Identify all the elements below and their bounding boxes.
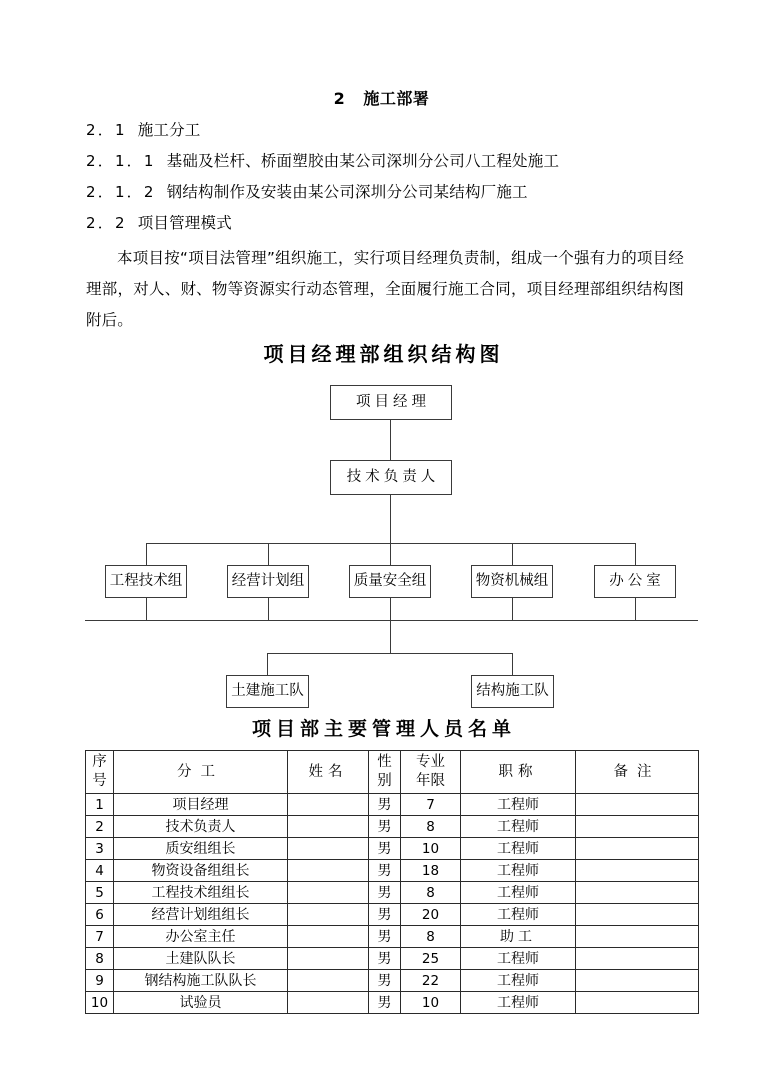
- page-title-text: 施工部署: [363, 89, 430, 108]
- orgbox-civil-construction-team-label: 土建施工队: [231, 683, 304, 700]
- cell-years: 25: [401, 948, 461, 970]
- cell-note: [576, 992, 699, 1014]
- col-header-note-label: 备注: [613, 764, 661, 780]
- col-header-job-title: [461, 751, 576, 794]
- orgbox-quality-safety-group-label: 质量安全组: [353, 573, 427, 590]
- cell-duty: 经营计划组组长: [114, 904, 288, 926]
- connector-stub-dept-4: [512, 598, 513, 620]
- cell-name: [288, 816, 369, 838]
- connector-drop-team-1: [267, 653, 268, 675]
- cell-sex: 男: [369, 992, 401, 1014]
- table-row: [86, 992, 699, 1014]
- cell-duty: 办公室主任: [114, 926, 288, 948]
- cell-sex: 男: [369, 882, 401, 904]
- connector-bus-to-team-bus: [390, 620, 391, 653]
- table-row: [86, 926, 699, 948]
- cell-name: [288, 926, 369, 948]
- page-title-number: 2: [333, 89, 346, 108]
- cell-duty: 钢结构施工队队长: [114, 970, 288, 992]
- orgbox-quality-safety-group[interactable]: [349, 565, 431, 598]
- cell-sex: 男: [369, 970, 401, 992]
- orgbox-engineering-tech-group[interactable]: [105, 565, 187, 598]
- cell-name: [288, 904, 369, 926]
- cell-job-title: 工程师: [461, 882, 576, 904]
- orgbox-business-plan-group-label: 经营计划组: [231, 573, 305, 590]
- cell-sex: 男: [369, 794, 401, 816]
- cell-years: 8: [401, 882, 461, 904]
- cell-seq: 9: [86, 970, 114, 992]
- cell-job-title: [461, 926, 576, 948]
- cell-sex: 男: [369, 948, 401, 970]
- orgbox-engineering-tech-group-label: 工程技术组: [109, 573, 183, 590]
- cell-note: [576, 794, 699, 816]
- cell-job-title: 工程师: [461, 860, 576, 882]
- staff-table: [85, 750, 699, 1014]
- cell-job-title: 工程师: [461, 948, 576, 970]
- table-row: [86, 904, 699, 926]
- table-header-row: [86, 751, 699, 794]
- cell-years: 8: [401, 926, 461, 948]
- col-header-years-line2: 年限: [416, 773, 445, 789]
- col-header-seq: [86, 751, 114, 794]
- cell-name: [288, 860, 369, 882]
- cell-seq: 7: [86, 926, 114, 948]
- col-header-seq-line1: 序: [92, 754, 107, 770]
- cell-duty: 质安组组长: [114, 838, 288, 860]
- cell-seq: 1: [86, 794, 114, 816]
- cell-sex: 男: [369, 904, 401, 926]
- col-header-name-label: 姓名: [308, 764, 348, 780]
- cell-duty: 物资设备组组长: [114, 860, 288, 882]
- cell-job-title: 工程师: [461, 838, 576, 860]
- cell-name: [288, 794, 369, 816]
- table-row: [86, 838, 699, 860]
- section-2-2-text: 项目管理模式: [137, 214, 232, 232]
- col-header-name: [288, 751, 369, 794]
- col-header-seq-line2: 号: [92, 773, 107, 789]
- cell-job-title: 工程师: [461, 816, 576, 838]
- cell-seq: 2: [86, 816, 114, 838]
- staff-table-body: [86, 794, 699, 1014]
- col-header-duty-label: 分工: [177, 764, 224, 780]
- cell-duty: 试验员: [114, 992, 288, 1014]
- cell-years: 18: [401, 860, 461, 882]
- cell-years: 8: [401, 816, 461, 838]
- connector-drop-dept-2: [268, 543, 269, 565]
- connector-drop-dept-3: [390, 543, 391, 565]
- col-header-sex: [369, 751, 401, 794]
- connector-drop-dept-4: [512, 543, 513, 565]
- cell-duty: 土建队队长: [114, 948, 288, 970]
- connector-team-bus: [267, 653, 513, 654]
- orgbox-civil-construction-team[interactable]: [226, 675, 309, 708]
- section-2-1: [86, 120, 201, 140]
- cell-seq: 6: [86, 904, 114, 926]
- table-row: [86, 882, 699, 904]
- cell-seq: 3: [86, 838, 114, 860]
- cell-years: 20: [401, 904, 461, 926]
- col-header-job-title-label: 职称: [498, 764, 538, 780]
- orgbox-structural-construction-team-label: 结构施工队: [476, 683, 549, 700]
- orgbox-material-machinery-group-label: 物资机械组: [475, 573, 549, 590]
- cell-job-title: 工程师: [461, 794, 576, 816]
- cell-job-title-label: 助工: [500, 928, 536, 945]
- col-header-sex-line2: 别: [377, 773, 392, 789]
- orgbox-material-machinery-group[interactable]: [471, 565, 553, 598]
- cell-name: [288, 948, 369, 970]
- page-title: [0, 86, 763, 109]
- cell-name: [288, 882, 369, 904]
- col-header-years: [401, 751, 461, 794]
- section-2-1-label: 2．1: [86, 121, 127, 139]
- cell-note: [576, 948, 699, 970]
- cell-note: [576, 838, 699, 860]
- connector-drop-dept-5: [635, 543, 636, 565]
- orgbox-technical-lead-label: 技术负责人: [346, 469, 440, 486]
- cell-sex: 男: [369, 838, 401, 860]
- cell-note: [576, 816, 699, 838]
- cell-years: 10: [401, 838, 461, 860]
- cell-sex: 男: [369, 926, 401, 948]
- table-row: [86, 860, 699, 882]
- col-header-years-line1: 专业: [416, 754, 445, 770]
- cell-note: [576, 882, 699, 904]
- section-2-1-1-text: 基础及栏杆、桥面塑胶由某公司深圳分公司八工程处施工: [166, 152, 560, 170]
- section-2-1-2-label: 2．1．2: [86, 183, 156, 201]
- section-2-1-2-text: 钢结构制作及安装由某公司深圳分公司某结构厂施工: [166, 183, 528, 201]
- cell-job-title: 工程师: [461, 992, 576, 1014]
- cell-job-title: 工程师: [461, 970, 576, 992]
- cell-name: [288, 970, 369, 992]
- orgbox-project-manager[interactable]: [330, 385, 452, 420]
- connector-drop-team-2: [512, 653, 513, 675]
- connector-lead-to-bus: [390, 495, 391, 543]
- table-row: [86, 948, 699, 970]
- cell-duty: 项目经理: [114, 794, 288, 816]
- connector-stub-dept-3: [390, 598, 391, 620]
- orgbox-project-manager-label: 项目经理: [356, 394, 430, 411]
- connector-department-bus: [146, 543, 636, 544]
- cell-seq: 8: [86, 948, 114, 970]
- col-header-duty: [114, 751, 288, 794]
- orgbox-business-plan-group[interactable]: [227, 565, 309, 598]
- cell-sex: 男: [369, 860, 401, 882]
- col-header-sex-line1: 性: [377, 754, 392, 770]
- section-2-1-text: 施工分工: [137, 121, 201, 139]
- cell-duty: 工程技术组组长: [114, 882, 288, 904]
- cell-name: [288, 838, 369, 860]
- cell-years: 22: [401, 970, 461, 992]
- connector-stub-dept-5: [635, 598, 636, 620]
- section-2-1-1: [86, 151, 559, 171]
- cell-job-title: 工程师: [461, 904, 576, 926]
- cell-duty: 技术负责人: [114, 816, 288, 838]
- cell-sex: 男: [369, 816, 401, 838]
- orgbox-technical-lead[interactable]: [330, 460, 452, 495]
- section-2-1-1-label: 2．1．1: [86, 152, 156, 170]
- cell-years: 10: [401, 992, 461, 1014]
- staff-table-title: 项目部主要管理人员名单: [251, 718, 516, 740]
- cell-note: [576, 904, 699, 926]
- connector-stub-dept-1: [146, 598, 147, 620]
- connector-drop-dept-1: [146, 543, 147, 565]
- cell-name: [288, 992, 369, 1014]
- orgbox-office[interactable]: [594, 565, 676, 598]
- connector-lower-bus: [85, 620, 698, 621]
- table-row: [86, 816, 699, 838]
- table-row: [86, 794, 699, 816]
- cell-seq: 5: [86, 882, 114, 904]
- cell-seq: 10: [86, 992, 114, 1014]
- section-2-2: [86, 213, 232, 233]
- section-2-1-2: [86, 182, 528, 202]
- body-paragraph: 本项目按“项目法管理”组织施工，实行项目经理负责制，组成一个强有力的项目经理部，对人、财、物等资源实行动态管理，全面履行施工合同，项目经理部组织结构图附后。: [86, 249, 684, 329]
- connector-manager-to-lead: [390, 420, 391, 460]
- orgbox-office-label: 办公室: [609, 573, 665, 590]
- table-row: [86, 970, 699, 992]
- cell-years: 7: [401, 794, 461, 816]
- col-header-note: [576, 751, 699, 794]
- orgchart-title: 项目经理部组织结构图: [263, 342, 504, 366]
- cell-note: [576, 926, 699, 948]
- orgbox-structural-construction-team[interactable]: [471, 675, 554, 708]
- section-2-2-label: 2．2: [86, 214, 127, 232]
- connector-stub-dept-2: [268, 598, 269, 620]
- cell-seq: 4: [86, 860, 114, 882]
- cell-note: [576, 970, 699, 992]
- cell-note: [576, 860, 699, 882]
